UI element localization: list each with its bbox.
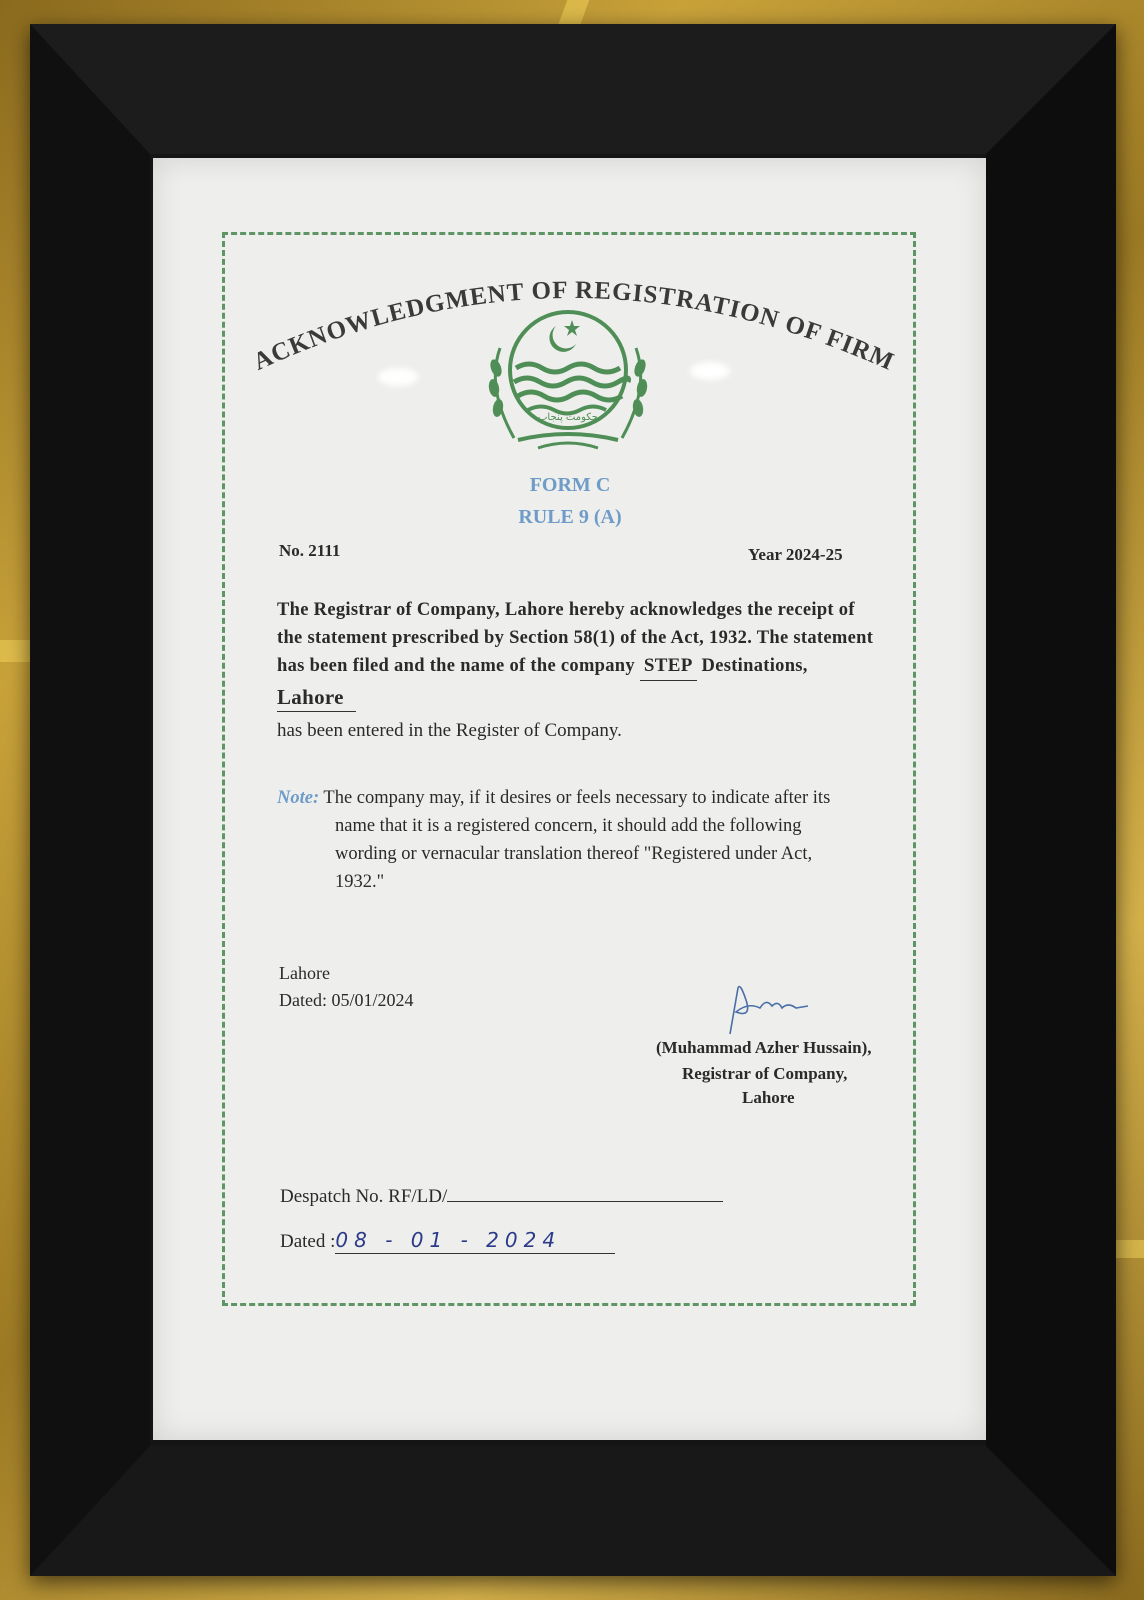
body-paragraph [277,596,922,713]
certificate-year: Year 2024-25 [748,545,843,564]
despatch-date-line [280,1228,615,1254]
form-label: FORM C [529,474,611,496]
handwritten-date: 08 - 01 - 2024 [335,1228,562,1252]
body-line [277,652,922,681]
note-first-line [277,784,897,812]
note-label: Note: [277,788,320,808]
despatch-line [280,1186,723,1208]
despatch-date-field [335,1228,615,1254]
body-line [277,683,922,713]
note-text: 1932." [335,872,385,892]
body-line: The Registrar of Company, Lahore hereby acknowledges the receipt of [277,600,855,620]
registrar-city: Lahore [742,1088,795,1107]
issue-date: Dated: 05/01/2024 [279,990,414,1010]
issue-place: Lahore [279,963,330,983]
note-text: name that it is a registered concern, it should add the following [335,816,802,836]
body-closing-line: has been entered in the Register of Company. [277,720,622,741]
despatch-number-field [447,1201,723,1202]
punjab-seal-emblem [478,308,658,458]
despatch-label: Despatch No. RF/LD/ [280,1186,448,1207]
registrar-name: (Muhammad Azher Hussain), [656,1038,872,1057]
registrar-signature [718,978,818,1042]
company-city-field: Lahore [277,683,356,712]
body-line-start: has been filed and the name of the company [277,656,635,676]
company-name-field: STEP [640,652,697,681]
body-line-end: Destinations, [701,656,808,676]
body-line: the statement prescribed by Section 58(1) of the Act, 1932. The statement [277,628,874,648]
note-section [277,784,897,896]
note-text: wording or vernacular translation thereof "Registered under Act, [335,844,813,864]
note-text: The company may, if it desires or feels necessary to indicate after its [323,788,831,808]
registrar-title: Registrar of Company, [682,1064,848,1083]
despatch-date-label: Dated : [280,1231,336,1252]
certificate-title-text: ACKNOWLEDGMENT OF REGISTRATION OF FIRM [249,276,899,376]
certificate-number: No. 2111 [279,541,341,560]
rule-label: RULE 9 (A) [518,506,622,528]
seal-urdu-text: حکومت پنجاب [538,412,598,423]
